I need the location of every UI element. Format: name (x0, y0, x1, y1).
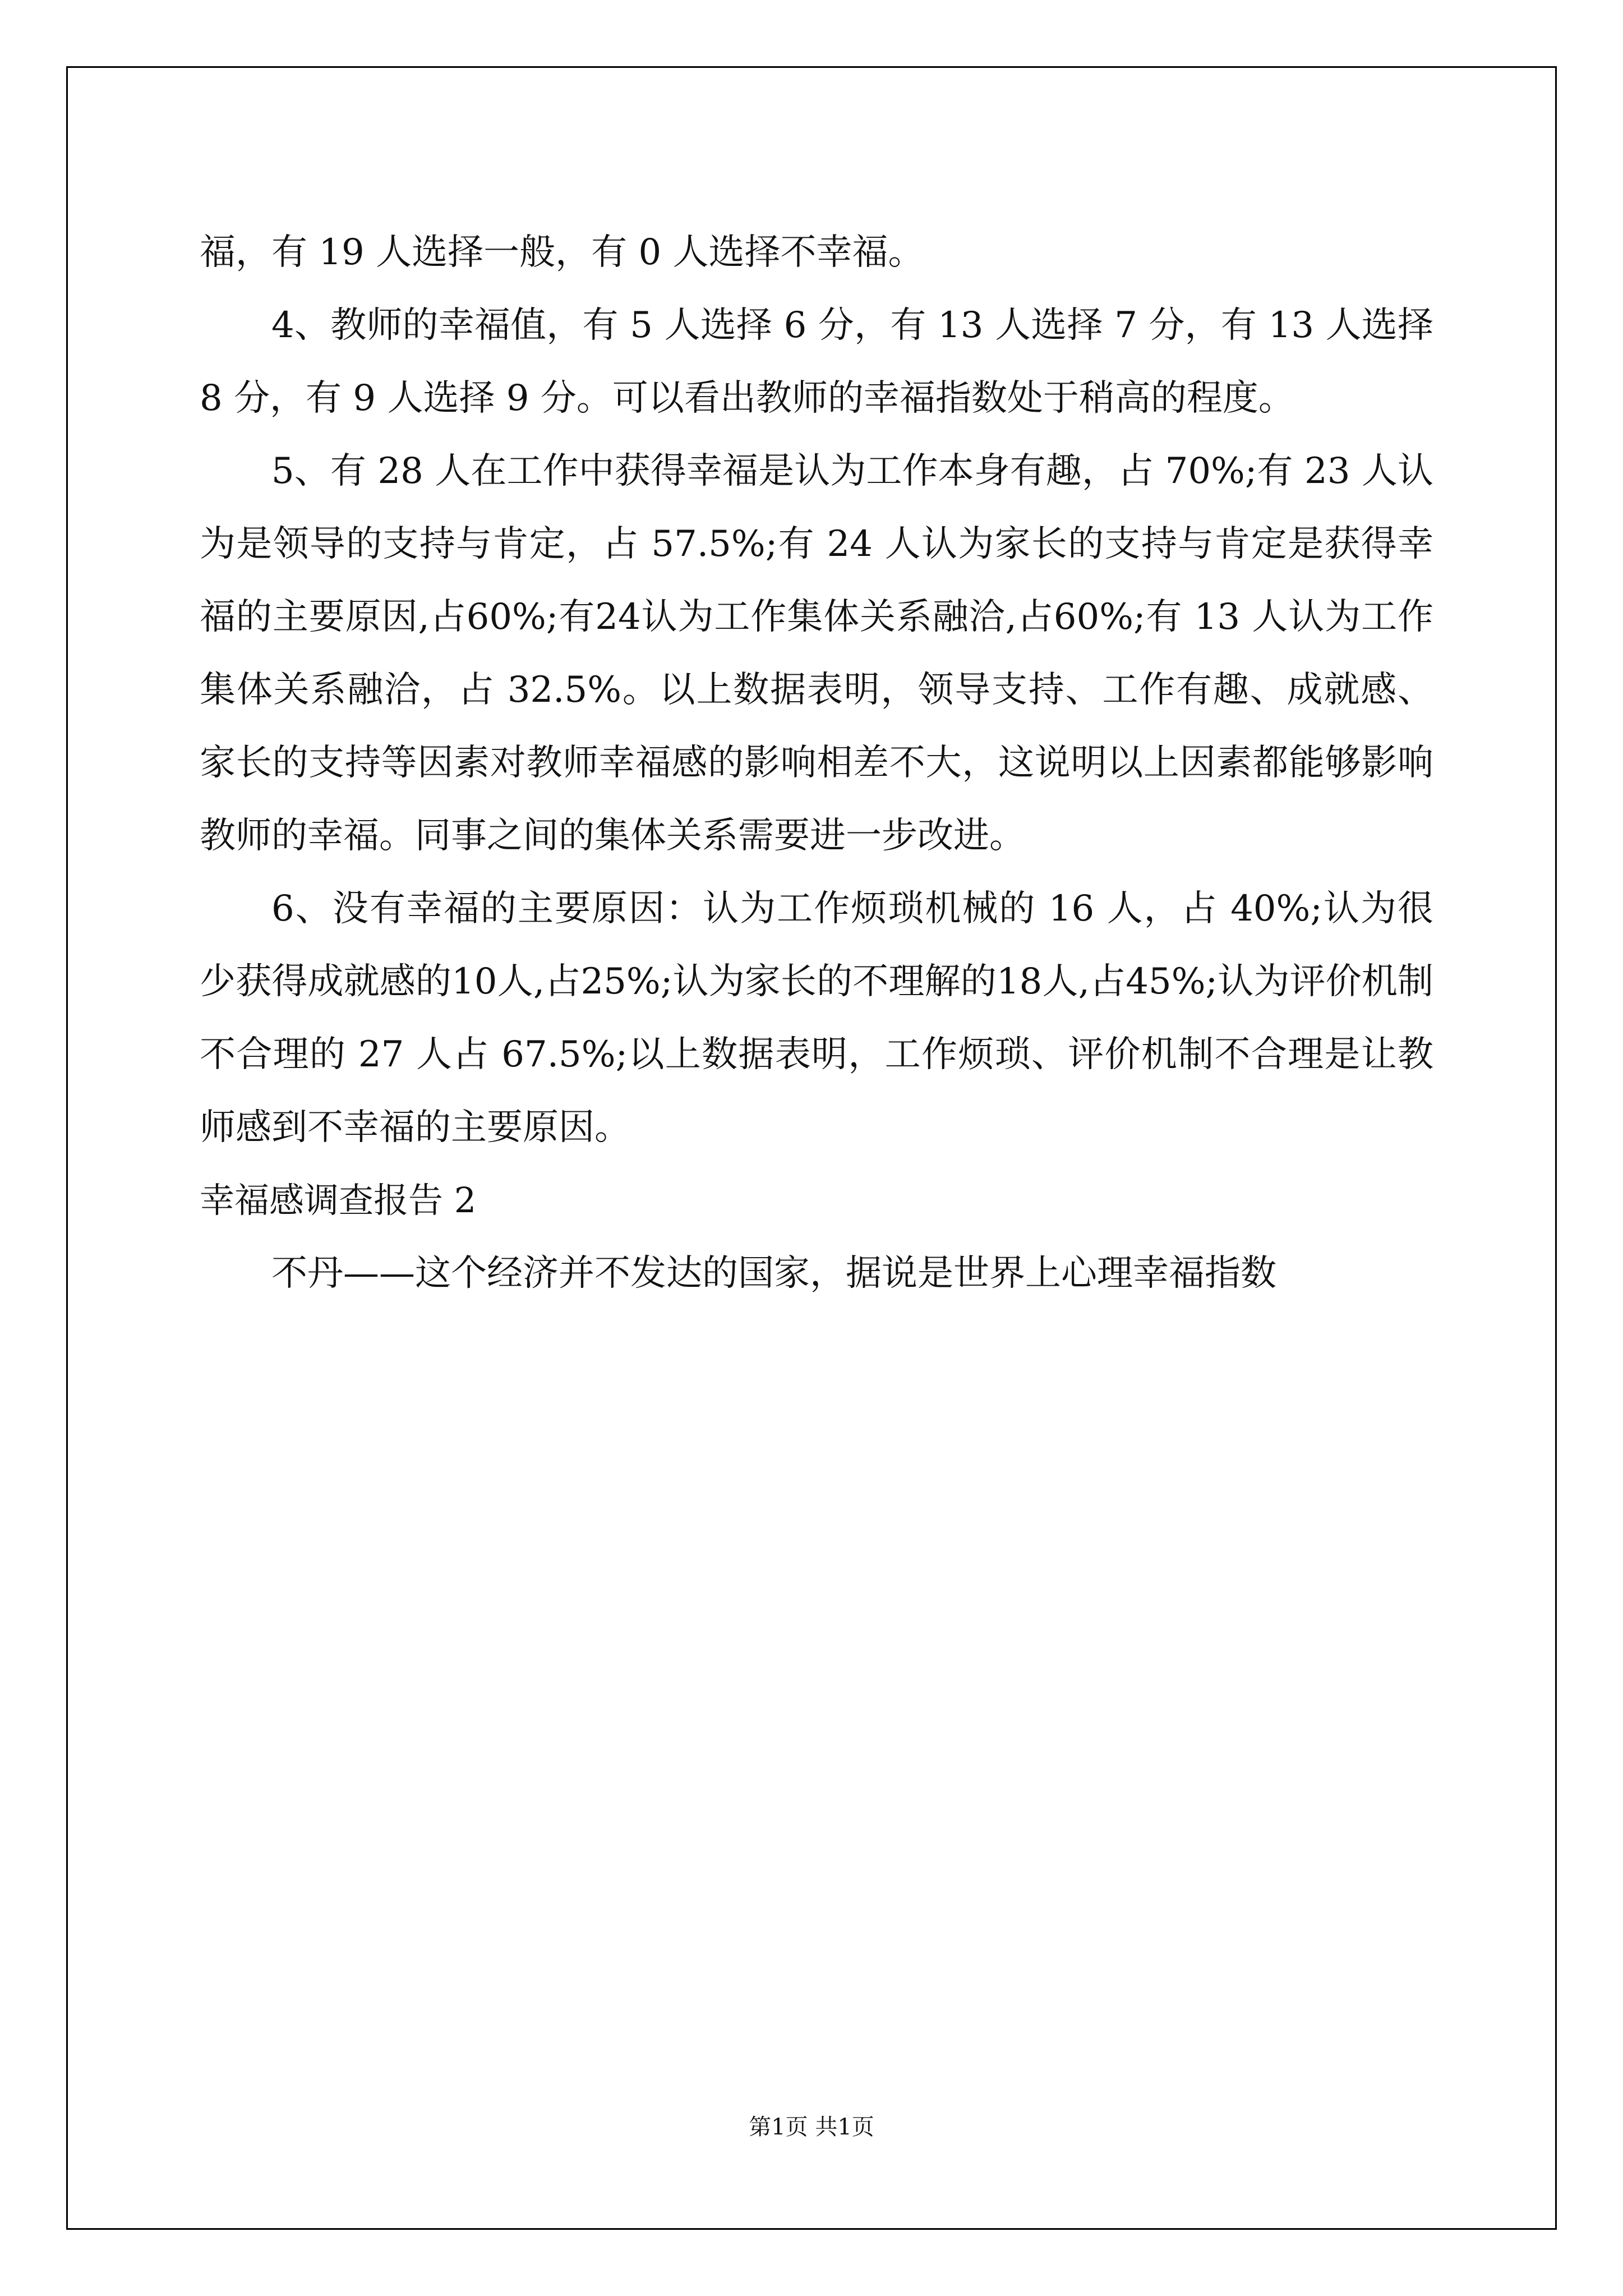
paragraph-section-intro: 不丹——这个经济并不发达的国家，据说是世界上心理幸福指数 (271, 1253, 1276, 1294)
paragraph-item-6: 6、没有幸福的主要原因：认为工作烦琐机械的 16 人，占 40%;认为很少获得成就感的10人,占25%;认为家长的不理解的18人,占45%;认为评价机制不合理的 27 人占 67.5%;以上数据表明，工作烦琐、评价机制不合理是让教师感到不幸福的主要原因。 (200, 888, 1433, 1148)
paragraph-continuation: 福，有 19 人选择一般，有 0 人选择不幸福。 (200, 232, 924, 273)
section-heading: 幸福感调查报告 2 (200, 1180, 477, 1221)
paragraph-item-4: 4、教师的幸福值，有 5 人选择 6 分，有 13 人选择 7 分，有 13 人选择 8 分，有 9 人选择 9 分。可以看出教师的幸福指数处于稍高的程度。 (200, 305, 1433, 419)
page-footer: 第1页 共1页 (749, 2114, 874, 2140)
paragraph-item-5: 5、有 28 人在工作中获得幸福是认为工作本身有趣，占 70%;有 23 人认为是领导的支持与肯定，占 57.5%;有 24 人认为家长的支持与肯定是获得幸福的主要原因,占60%;有24认为工作集体关系融洽,占60%;有 13 人认为工作集体关系融洽，占 32.5%。以上数据表明，领导支持、工作有趣、成就感、家长的支持等因素对教师幸福感的影响相差不大，这说明以上因素都能够影响教师的幸福。同事之间的集体关系需要进一步改进。 (200, 450, 1433, 857)
document-body (200, 216, 1433, 1310)
